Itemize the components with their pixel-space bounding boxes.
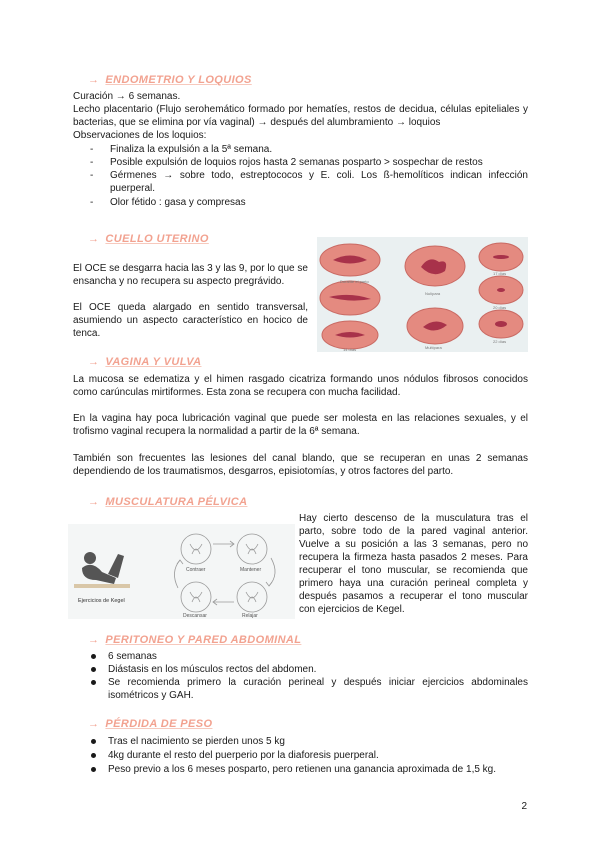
cervix-label: 14 días bbox=[343, 347, 357, 352]
heading-cuello: → CUELLO UTERINO bbox=[88, 233, 209, 245]
cuello-p2: El OCE queda alargado en sentido transversal, asumiendo un aspecto característico en hocico de tenca. bbox=[73, 302, 308, 339]
heading-peso: → PÉRDIDA DE PESO bbox=[88, 718, 213, 730]
arrow-icon: → bbox=[88, 233, 100, 245]
heading-endometrio: → ENDOMETRIO Y LOQUIOS bbox=[88, 74, 252, 86]
cycle-diagram bbox=[174, 534, 275, 612]
vagina-p2: En la vagina hay poca lubricación vaginal que puede ser molesta en las relaciones sexuales, y el trofismo vaginal recupera la normalidad a partir de la 6ª semana. bbox=[73, 413, 528, 437]
peso-list bbox=[90, 735, 528, 776]
loquios-list bbox=[90, 143, 528, 209]
cervix-label: 22 días bbox=[493, 339, 507, 344]
cervix-label: 17 días bbox=[493, 271, 507, 276]
kegel-illustration bbox=[68, 524, 295, 619]
cuello-p1: El OCE se desgarra hacia las 3 y las 9, por lo que se ensancha y no recupera su aspecto pregrávido. bbox=[73, 263, 308, 287]
cervix-label: Multípara bbox=[425, 345, 442, 350]
endometrio-line3: Observaciones de los loquios: bbox=[73, 130, 207, 141]
arrow-icon: → bbox=[88, 356, 100, 368]
vagina-p1: La mucosa se edematiza y el himen rasgado cicatriza formando unos nódulos fibrosos conocidos como carúnculas mirtiformes. Esta zona se recupera con mucha facilidad. bbox=[73, 374, 528, 398]
list-item: - Gérmenes → sobre todo, estreptococos y E. coli. Los ß-hemolíticos indican infección puerperal. bbox=[90, 169, 528, 195]
heading-musculatura: → MUSCULATURA PÉLVICA bbox=[88, 496, 248, 508]
arrow-icon: → bbox=[88, 718, 100, 730]
kegel-figure bbox=[68, 524, 295, 619]
list-item: - Finaliza la expulsión a la 5ª semana. bbox=[90, 143, 528, 156]
list-item: Peso previo a los 6 meses posparto, pero retienen una ganancia aproximada de 1,5 kg. bbox=[90, 763, 528, 776]
cycle-label: Contraer bbox=[186, 567, 206, 573]
person-icon bbox=[74, 552, 130, 588]
arrow-icon: → bbox=[88, 634, 100, 646]
page-number: 2 bbox=[521, 801, 527, 812]
list-item: - Olor fétido : gasa y compresas bbox=[90, 196, 528, 209]
list-item: Diástasis en los músculos rectos del abdomen. bbox=[90, 663, 528, 676]
heading-vagina: → VAGINA Y VULVA bbox=[88, 356, 202, 368]
endometrio-line1: Curación → 6 semanas. bbox=[73, 91, 181, 102]
cervix-figure bbox=[317, 237, 528, 352]
arrow-icon: → bbox=[88, 496, 100, 508]
list-item: 4kg durante el resto del puerperio por la diaforesis puerperal. bbox=[90, 749, 528, 762]
list-item: 6 semanas bbox=[90, 650, 528, 663]
vagina-p3: También son frecuentes las lesiones del canal blando, que se recuperan en unas 2 semanas dependiendo de los traumatismos, desgarros, episiotomías, y otros factores del parto. bbox=[73, 453, 528, 477]
cervix-illustration bbox=[317, 237, 528, 352]
list-item: - Posible expulsión de loquios rojos hasta 2 semanas posparto > sospechar de restos bbox=[90, 156, 528, 169]
cervix-label: 20 días bbox=[493, 305, 507, 310]
endometrio-line2: Lecho placentario (Flujo serohemático formado por hematíes, restos de decidua, células epiteliales y bacterias, que se elimina por vía vaginal) → después del alumbramiento → loquios bbox=[73, 104, 528, 128]
kegel-caption: Ejercicios de Kegel bbox=[78, 598, 125, 604]
cervix-os bbox=[493, 255, 509, 259]
heading-peritoneo: → PERITONEO Y PARED ABDOMINAL bbox=[88, 634, 302, 646]
cervix-label: Durante el parto bbox=[340, 279, 369, 284]
cervix-os bbox=[497, 288, 505, 292]
cycle-label: Descansar bbox=[183, 613, 207, 619]
cervix-os bbox=[495, 321, 507, 327]
musculatura-p1: Hay cierto descenso de la musculatura tras el parto, sobre todo de la pared vaginal anterior. Vuelve a su posición a las 3 semanas, pero no recupera la firmeza hasta pasados 2 meses. Para recuperar el tono muscular, se recomienda que primero haya una curación perineal completa y después pasamos a recuperar el tono muscular con ejercicios de Kegel. bbox=[299, 513, 528, 615]
peritoneo-list bbox=[90, 650, 528, 702]
arrow-icon: → bbox=[88, 74, 100, 86]
cycle-label: Relajar bbox=[242, 613, 258, 619]
cervix-label: Nulípara bbox=[425, 291, 441, 296]
list-item: Se recomienda primero la curación perineal y después iniciar ejercicios abdominales isométricos y GAH. bbox=[90, 676, 528, 702]
cycle-label: Mantener bbox=[240, 567, 262, 573]
list-item: Tras el nacimiento se pierden unos 5 kg bbox=[90, 735, 528, 748]
